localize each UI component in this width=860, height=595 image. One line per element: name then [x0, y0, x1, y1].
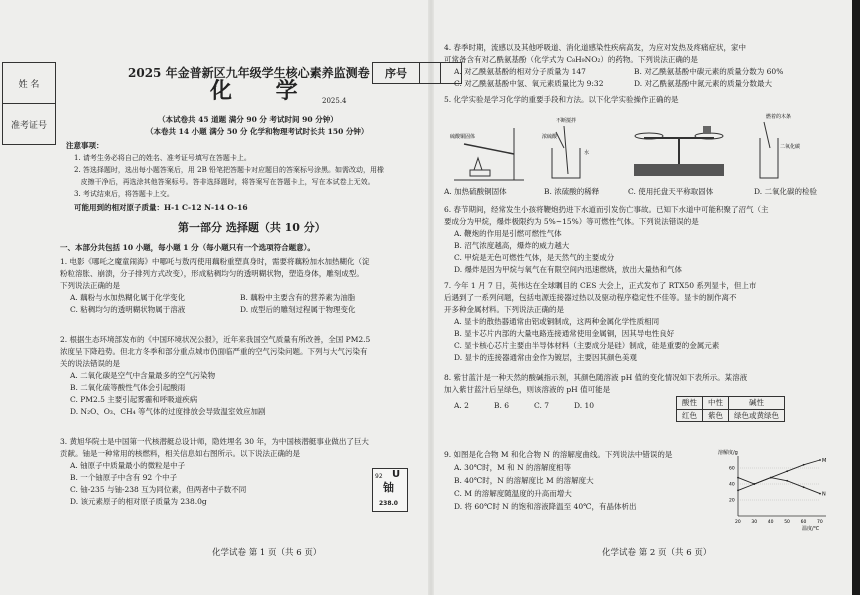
note-item: 1. 请考生务必将自己的姓名、准考证号填写在答题卡上。 — [74, 154, 251, 162]
q9-line: 9. 如图是化合物 M 和化合物 N 的溶解度曲线。下列说法中错误的是 — [444, 450, 673, 459]
q8-option-d[interactable]: D. 10 — [574, 401, 595, 410]
q2-line: 浓度呈下降趋势。但北方冬季和部分重点城市仍面临严重的空气污染问题。下列与大气污染有 — [60, 347, 368, 356]
q4-option-d[interactable]: D. 对乙酰氨基酚中氮元素的质量分数最大 — [634, 79, 773, 88]
q8-option-row — [444, 400, 714, 412]
question-5 — [444, 94, 844, 106]
q4-option-b[interactable]: B. 对乙酰氨基酚中碳元素的质量分数为 60% — [634, 67, 784, 76]
stirring-label: 不断搅拌 — [556, 118, 577, 124]
q6-option-b[interactable]: B. 沼气浓度越高，爆炸的威力越大 — [454, 241, 570, 250]
question-2 — [60, 334, 420, 418]
exam-info-1: （本试卷共 45 道题 满分 90 分 考试时间 90 分钟） — [158, 115, 338, 124]
ph-color: 红色 — [677, 409, 703, 422]
notes-list — [74, 152, 419, 200]
data-point-M — [786, 470, 788, 472]
right-page — [444, 0, 844, 595]
q3-option-b[interactable]: B. 一个铀原子中含有 92 个中子 — [70, 473, 178, 482]
q7-line: 7. 今年 1 月 7 日，英伟达在全球瞩目的 CES 大会上，正式发布了 RTX50 系列显卡，但上市 — [444, 281, 757, 290]
q3-option-c[interactable]: C. 铀-235 与铀-238 互为同位素，但两者中子数不同 — [70, 485, 247, 494]
q9-option-c[interactable]: C. M 的溶解度随温度的升高而增大 — [454, 489, 572, 498]
q2-option-c[interactable]: C. PM2.5 主要引起雾霾和呼吸道疾病 — [70, 395, 198, 404]
data-point-N — [803, 486, 805, 488]
y-tick-label: 20 — [729, 498, 735, 504]
question-6 — [444, 204, 844, 276]
q1-option-a[interactable]: A. 藕粉与水加热糊化属于化学变化 — [70, 293, 186, 302]
chart-ylabel: 溶解度/g — [718, 450, 738, 456]
q4-option-c[interactable]: C. 对乙酰氨基酚中氢、氧元素质量比为 9:32 — [454, 79, 604, 88]
q1-option-d[interactable]: D. 成型后的雕刻过程属于物理变化 — [240, 305, 356, 314]
q5-option-a[interactable]: A. 加热硫酸铜固体 — [444, 187, 507, 196]
q9-option-a[interactable]: A. 30℃时，M 和 N 的溶解度相等 — [454, 463, 572, 472]
q7-option-a[interactable]: A. 显卡的散热器通常由铝或铜制成，这两种金属化学性质相同 — [454, 317, 660, 326]
question-7 — [444, 280, 844, 364]
dilution-figure — [542, 117, 589, 178]
q7-option-d[interactable]: D. 显卡的连接器通常由金作为镀层，主要因其颜色美观 — [454, 353, 638, 362]
series-label-M: M — [822, 458, 827, 464]
exam-info-2: （本卷共 14 小题 满分 50 分 化学和物理考试时长共 150 分钟） — [146, 127, 369, 136]
q1-option-row — [60, 292, 420, 304]
q8-line: 8. 紫甘蓝汁是一种天然的酸碱指示剂，其颜色随溶液 pH 值的变化情况如下表所示。某溶液 — [444, 373, 748, 382]
q7-option-b[interactable]: B. 显卡芯片内部的大量电路连接通常使用金属铜，因其导电性良好 — [454, 329, 675, 338]
exam-title: 2025 年金普新区九年级学生核心素养监测卷 — [128, 66, 370, 80]
element-symbol: U — [392, 469, 401, 480]
q5-options — [444, 186, 844, 198]
cabbage-ph-table — [676, 396, 785, 422]
serial-cell[interactable] — [420, 63, 441, 84]
q1-line: 下列说法正确的是 — [60, 281, 120, 290]
ticket-number-label: 准考证号 — [3, 104, 56, 145]
data-point-N — [819, 493, 821, 495]
ph-header: 碱性 — [729, 397, 785, 410]
left-page — [60, 0, 420, 595]
scan-edge — [852, 0, 860, 595]
serial-label: 序号 — [373, 63, 420, 84]
q4-option-row — [444, 78, 844, 90]
q1-option-b[interactable]: B. 藕粉中主要含有的营养素为油脂 — [240, 293, 356, 302]
q3-line: 贡献。铀是一种常用的核燃料，相关信息如右图所示。以下说法正确的是 — [60, 449, 300, 458]
q4-line: 4. 春季时期，流感以及其他呼吸道、消化道感染性疾病高发，为应对发热及疼痛症状，家中 — [444, 43, 747, 52]
data-point-M — [803, 464, 805, 466]
q6-option-d[interactable]: D. 爆炸是因为甲烷与氧气在有限空间内迅速燃烧，放出大量热和气体 — [454, 265, 683, 274]
q6-line: 要成分为甲烷，爆炸极限约为 5%~15%）等可燃性气体。下列说法错误的是 — [444, 217, 699, 226]
q8-option-b[interactable]: B. 6 — [494, 401, 510, 410]
section-title: 第一部分 选择题（共 10 分） — [178, 221, 326, 234]
uranium-element-card — [372, 468, 408, 512]
q6-option-c[interactable]: C. 甲烷是无色可燃性气体，是天然气的主要成分 — [454, 253, 615, 262]
q7-option-c[interactable]: C. 显卡核心芯片主要由半导体材料（主要成分是硅）制成，硅是重要的金属元素 — [454, 341, 720, 350]
y-tick-label: 60 — [729, 466, 735, 472]
q8-option-c[interactable]: C. 7 — [534, 401, 550, 410]
question-9 — [444, 448, 714, 513]
series-label-N: N — [822, 491, 826, 498]
question-1 — [60, 256, 420, 316]
q5-line: 5. 化学实验是学习化学的重要手段和方法。以下化学实验操作正确的是 — [444, 95, 679, 104]
q1-line: 1. 电影《哪吒之魔童闹海》中哪吒与敖丙使用藕粉重塑真身时，需要将藕粉加水加热糊化（淀 — [60, 257, 370, 266]
q5-option-c[interactable]: C. 使用托盘天平称取固体 — [628, 187, 714, 196]
ph-header: 酸性 — [677, 397, 703, 410]
burning-stick-label: 燃着的木条 — [766, 114, 792, 120]
q1-option-c[interactable]: C. 粘稠均匀的透明糊状物属于溶液 — [70, 305, 186, 314]
copper-sulfate-label: 硫酸铜固体 — [450, 134, 476, 140]
q4-option-row — [444, 66, 844, 78]
x-tick-label: 50 — [784, 520, 790, 525]
ph-color: 紫色 — [703, 409, 729, 422]
notes-heading: 注意事项： — [66, 141, 104, 150]
q5-option-b[interactable]: B. 浓硫酸的稀释 — [544, 187, 600, 196]
question-4 — [444, 42, 844, 90]
solubility-chart — [716, 446, 840, 532]
q2-line: 关的说法错误的是 — [60, 359, 120, 368]
data-point-M — [819, 459, 821, 461]
q2-line: 2. 根据生态环境部发布的《中国环境状况公报》，近年来我国空气质量有所改善，全国 PM2.5 — [60, 335, 371, 344]
exam-date: 2025.4 — [322, 97, 347, 105]
data-point-N — [770, 477, 772, 479]
q8-option-a[interactable]: A. 2 — [454, 401, 469, 410]
q7-line: 开多种金属材料。下列说法正确的是 — [444, 305, 564, 314]
q9-option-b[interactable]: B. 40℃时，N 的溶解度比 M 的溶解度大 — [454, 476, 594, 485]
x-tick-label: 20 — [735, 520, 741, 525]
note-item: 皮擦干净后，再选涂其他答案标号。答非选择题时，将答案写在答题卡上，写在本试卷上无效。 — [74, 178, 375, 186]
q6-option-a[interactable]: A. 鞭炮的作用是引燃可燃性气体 — [454, 229, 562, 238]
q1-option-row — [60, 304, 420, 316]
q2-option-d[interactable]: D. N₂O、O₃、CH₄ 等气体的过度排放会导致温室效应加剧 — [70, 407, 266, 416]
q9-option-d[interactable]: D. 将 60℃时 N 的饱和溶液降温至 40℃，有晶体析出 — [454, 502, 637, 511]
co2-test-figure — [760, 113, 800, 178]
heating-copper-sulfate-figure — [450, 128, 524, 180]
co2-label: 二氧化碳 — [780, 144, 801, 150]
q5-option-d[interactable]: D. 二氧化碳的检验 — [754, 187, 818, 196]
series-line-M — [738, 460, 820, 490]
ph-color: 绿色或黄绿色 — [729, 409, 785, 422]
water-label: 水 — [584, 150, 590, 156]
q3-option-a[interactable]: A. 铀原子中质量最小的微粒是中子 — [70, 461, 186, 470]
note-item: 3. 考试结束后，将答题卡上交。 — [74, 190, 174, 198]
atomic-mass: 238.0 — [379, 500, 398, 507]
chart-xlabel: 温度/℃ — [802, 526, 820, 532]
question-3 — [60, 436, 420, 508]
atomic-masses: 可能用到的相对原子质量：H-1 C-12 N-14 O-16 — [74, 203, 248, 212]
subject-title: 化 学 — [210, 78, 316, 104]
data-point-N — [754, 483, 756, 485]
q8-line: 加入紫甘蓝汁后呈绿色，则该溶液的 pH 值可能是 — [444, 385, 611, 394]
q3-option-d[interactable]: D. 该元素原子的相对原子质量为 238.0g — [70, 497, 207, 506]
q3-line: 3. 黄旭华院士是中国第一代核潜艇总设计师，隐姓埋名 30 年，为中国核潜艇事业做出了巨大 — [60, 437, 369, 446]
data-point-N — [737, 477, 739, 479]
x-tick-label: 30 — [751, 520, 758, 525]
data-point-N — [786, 480, 788, 482]
q4-option-a[interactable]: A. 对乙酰氨基酚的相对分子质量为 147 — [454, 67, 586, 76]
x-tick-label: 70 — [817, 520, 823, 525]
note-item: 2. 答选择题时，选出每小题答案后，用 2B 铅笔把答题卡对应题目的答案标号涂黑。如需改动，用橡 — [74, 166, 384, 174]
binding-margin — [2, 62, 56, 145]
footer-page-1: 化学试卷 第 1 页（共 6 页） — [212, 548, 322, 558]
atomic-number: 92 — [375, 473, 383, 480]
balance-figure — [634, 126, 724, 176]
y-tick-label: 40 — [729, 482, 735, 488]
ph-header: 中性 — [703, 397, 729, 410]
q4-line: 可常备含有对乙酰氨基酚（化学式为 C₈H₉NO₂）的药物。下列说法正确的是 — [444, 55, 698, 64]
lab-illustrations — [444, 108, 844, 184]
element-name: 铀 — [383, 481, 394, 494]
q2-option-a[interactable]: A. 二氧化碳是空气中含量最多的空气污染物 — [70, 371, 216, 380]
q7-line: 后遇到了一系列问题，包括电源连接器过热以及驱动程序稳定性不佳等。显卡的制作离不 — [444, 293, 737, 302]
q6-line: 6. 春节期间，经常发生小孩将鞭炮扔进下水道而引发伤亡事故。已知下水道中可能积聚了沼气（主 — [444, 205, 769, 214]
q2-option-b[interactable]: B. 二氧化硫等酸性气体会引起酸雨 — [70, 383, 186, 392]
data-point-M — [737, 490, 739, 492]
footer-page-2: 化学试卷 第 2 页（共 6 页） — [602, 548, 712, 558]
page-fold — [428, 0, 434, 595]
section-intro: 一、本部分共包括 10 小题，每小题 1 分（每小题只有一个选项符合题意）。 — [60, 243, 315, 252]
x-tick-label: 60 — [800, 520, 807, 525]
name-label: 姓 名 — [3, 63, 56, 104]
conc-acid-label: 浓硫酸 — [542, 134, 558, 140]
q1-line: 粉粒溶胀、崩溃，分子排列方式改变），形成粘稠均匀的透明糊状物，塑造身体，雕刻成型。 — [60, 269, 364, 278]
x-tick-label: 40 — [767, 520, 774, 525]
